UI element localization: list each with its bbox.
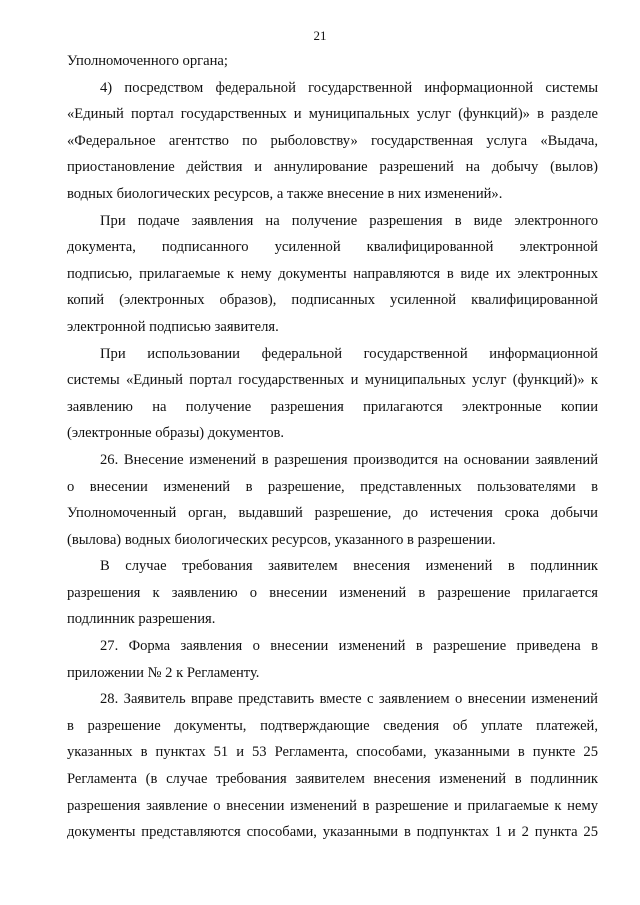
text-line: При использовании федеральной государственной информационной: [100, 345, 598, 362]
text-line: электронной подписью заявителя.: [67, 318, 279, 335]
text-line: копий (электронных образов), подписанных усиленной квалифицированной: [67, 292, 598, 309]
text-line: При подаче заявления на получение разрешения в виде электронного: [100, 212, 598, 229]
paragraph-item-27: [67, 633, 598, 686]
text-line: разрешения к заявлению о внесении изменений в разрешение прилагается: [67, 584, 598, 601]
text-line: 27. Форма заявления о внесении изменений в разрешение приведена в: [100, 638, 598, 655]
paragraph-federal-system: [67, 341, 598, 447]
text-line: системы «Единый портал государственных и муниципальных услуг (функций)» к: [67, 372, 598, 389]
page-number: 21: [313, 28, 327, 43]
text-line: подписью, прилагаемые к нему документы направляются в виде их электронных: [67, 265, 598, 282]
text-line: «Единый портал государственных и муниципальных услуг (функций)» в разделе: [67, 106, 598, 123]
text-line: В случае требования заявителем внесения изменений в подлинник: [100, 558, 598, 575]
text-line: приложении № 2 к Регламенту.: [67, 664, 260, 681]
text-line: Уполномоченного органа;: [67, 53, 228, 69]
paragraph-item-26: [67, 447, 598, 553]
text-line: 4) посредством федеральной государственной информационной системы: [100, 79, 598, 96]
document-body: [67, 48, 598, 846]
text-line: указанных в пунктах 51 и 53 Регламента, способами, указанными в пункте 25: [67, 744, 598, 761]
text-line: в разрешение документы, подтверждающие сведения об уплате платежей,: [67, 717, 598, 734]
paragraph-continuation: [67, 48, 598, 75]
text-line: Уполномоченный орган, выдавший разрешение, до истечения срока добычи: [67, 505, 598, 522]
text-line: 26. Внесение изменений в разрешения производится на основании заявлений: [100, 451, 598, 468]
text-line: «Федеральное агентство по рыболовству» государственная услуга «Выдача,: [67, 132, 598, 149]
text-line: заявлению на получение разрешения прилагаются электронные копии: [67, 398, 598, 415]
paragraph-original-permit: [67, 553, 598, 633]
text-line: (вылова) водных биологических ресурсов, указанного в разрешении.: [67, 531, 496, 548]
paragraph-item-4: [67, 75, 598, 208]
text-line: документа, подписанного усиленной квалифицированной электронной: [67, 239, 598, 256]
paragraph-electronic-application: [67, 208, 598, 341]
text-line: подлинник разрешения.: [67, 611, 216, 628]
text-line: о внесении изменений в разрешение, представленных пользователями в: [67, 478, 598, 495]
text-line: разрешения заявление о внесении изменений в разрешение и прилагаемые к нему: [67, 797, 598, 814]
text-line: (электронные образы) документов.: [67, 425, 285, 442]
paragraph-item-28: [67, 686, 598, 846]
text-line: приостановление действия и аннулирование разрешений на добычу (вылов): [67, 159, 598, 176]
text-line: Регламента (в случае требования заявителем внесения изменений в подлинник: [67, 771, 598, 788]
text-line: 28. Заявитель вправе представить вместе с заявлением о внесении изменений: [100, 691, 598, 708]
text-line: водных биологических ресурсов, а также внесение в них изменений».: [67, 185, 503, 202]
text-line: документы представляются способами, указанными в подпунктах 1 и 2 пункта 25: [67, 824, 598, 841]
